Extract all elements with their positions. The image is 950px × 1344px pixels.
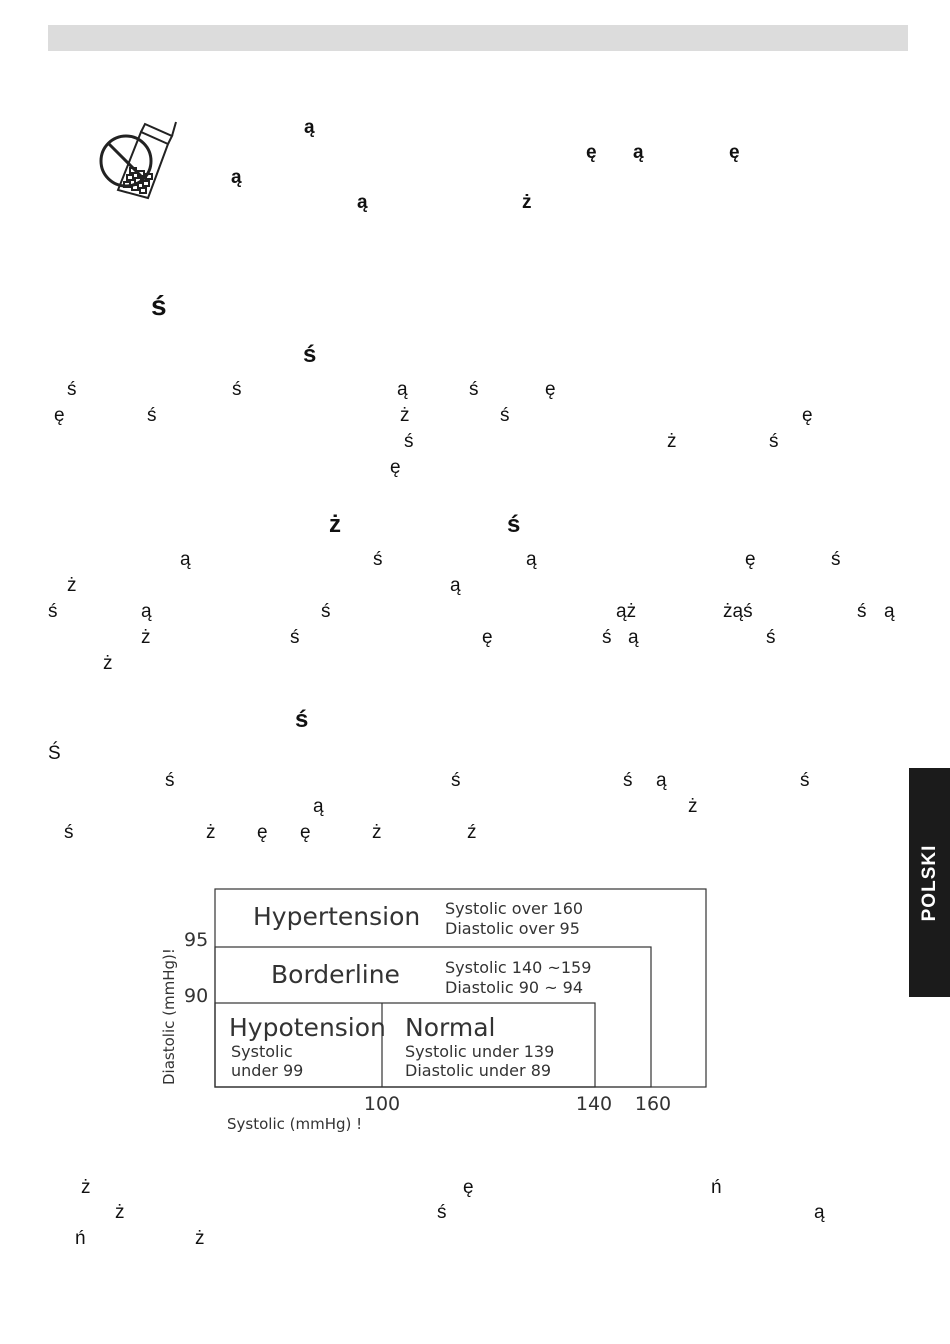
glyph: ż [115, 1202, 125, 1223]
blood-pressure-chart [155, 880, 725, 1140]
glyph: ś [48, 601, 58, 622]
glyph: ą [450, 575, 461, 596]
x-tick-label: 160 [634, 1093, 672, 1115]
glyph: ń [75, 1228, 86, 1249]
glyph: ż [81, 1177, 91, 1198]
x-axis-label: Systolic (mmHg) ! [227, 1115, 363, 1133]
y-tick-label: 95 [184, 929, 209, 951]
glyph: ś [623, 770, 633, 791]
mobile-phone-prohibited-icon [96, 120, 186, 200]
glyph: ś [373, 549, 383, 570]
region-detail: Diastolic over 95 [445, 919, 580, 938]
region-label: Hypotension [229, 1013, 386, 1042]
glyph: ę [802, 405, 813, 426]
region-label: Normal [405, 1013, 496, 1042]
glyph: ż [667, 431, 677, 452]
glyph: ż [195, 1228, 205, 1249]
glyph: ą [526, 549, 537, 570]
glyph: ą [357, 192, 368, 213]
glyph: ą [397, 379, 408, 400]
glyph: ś [857, 601, 867, 622]
glyph: ę [257, 822, 268, 843]
glyph: ń [711, 1177, 722, 1198]
glyph: ś [766, 627, 776, 648]
region-detail: Systolic over 160 [445, 899, 584, 918]
glyph: ę [586, 142, 597, 163]
glyph: ą [141, 601, 152, 622]
glyph: ś [602, 627, 612, 648]
region-detail: Systolic under 139 [405, 1042, 555, 1061]
glyph: ś [321, 601, 331, 622]
section-title-glyph: ś [151, 290, 167, 321]
glyph: ś [165, 770, 175, 791]
language-side-tab [909, 768, 950, 997]
glyph: ę [54, 405, 65, 426]
language-tab-label: POLSKI [918, 844, 940, 921]
x-tick-label: 140 [575, 1093, 613, 1115]
glyph: ę [463, 1177, 474, 1198]
glyph: ś [232, 379, 242, 400]
glyph: Ś [48, 743, 61, 764]
region-detail: Systolic [231, 1042, 293, 1061]
glyph: ś [800, 770, 810, 791]
glyph: ź [467, 822, 477, 843]
region-detail: Systolic 140 ~159 [445, 958, 592, 977]
region-detail: Diastolic under 89 [405, 1061, 552, 1080]
glyph: ś [500, 405, 510, 426]
heading-glyph: ś [295, 706, 309, 733]
glyph: ą [313, 796, 324, 817]
glyph: ż [688, 796, 698, 817]
y-tick-label: 90 [184, 985, 209, 1007]
glyph: ą [180, 549, 191, 570]
glyph: ą [633, 142, 644, 163]
glyph: ś [437, 1202, 447, 1223]
y-axis-label: Diastolic (mmHg)! [160, 948, 178, 1085]
glyph: ż [372, 822, 382, 843]
glyph: ż [206, 822, 216, 843]
glyph: ąż [616, 601, 637, 622]
glyph: ę [390, 457, 401, 478]
glyph: żąś [723, 601, 753, 622]
header-band [48, 25, 908, 51]
region-label: Borderline [271, 960, 400, 989]
glyph: ę [745, 549, 756, 570]
glyph: ż [400, 405, 410, 426]
glyph: ę [482, 627, 493, 648]
region-detail: Diastolic 90 ~ 94 [445, 978, 584, 997]
glyph: ą [304, 117, 315, 138]
glyph: ś [769, 431, 779, 452]
glyph: ś [290, 627, 300, 648]
glyph: ą [628, 627, 639, 648]
x-tick-label: 100 [363, 1093, 401, 1115]
glyph: ś [469, 379, 479, 400]
glyph: ż [103, 653, 113, 674]
glyph: ś [64, 822, 74, 843]
heading-glyph: ś [303, 341, 317, 368]
glyph: ą [814, 1202, 825, 1223]
glyph: ż [522, 192, 532, 213]
glyph: ż [67, 575, 77, 596]
glyph: ą [656, 770, 667, 791]
glyph: ś [451, 770, 461, 791]
heading-glyph: ś [507, 511, 521, 538]
glyph: ą [231, 167, 242, 188]
glyph: ż [141, 627, 151, 648]
glyph: ą [884, 601, 895, 622]
glyph: ę [545, 379, 556, 400]
glyph: ś [147, 405, 157, 426]
region-label: Hypertension [253, 902, 421, 931]
glyph: ę [300, 822, 311, 843]
glyph: ę [729, 142, 740, 163]
glyph: ś [67, 379, 77, 400]
glyph: ś [404, 431, 414, 452]
glyph: ś [831, 549, 841, 570]
region-detail: under 99 [231, 1061, 304, 1080]
heading-glyph: ż [329, 511, 341, 538]
